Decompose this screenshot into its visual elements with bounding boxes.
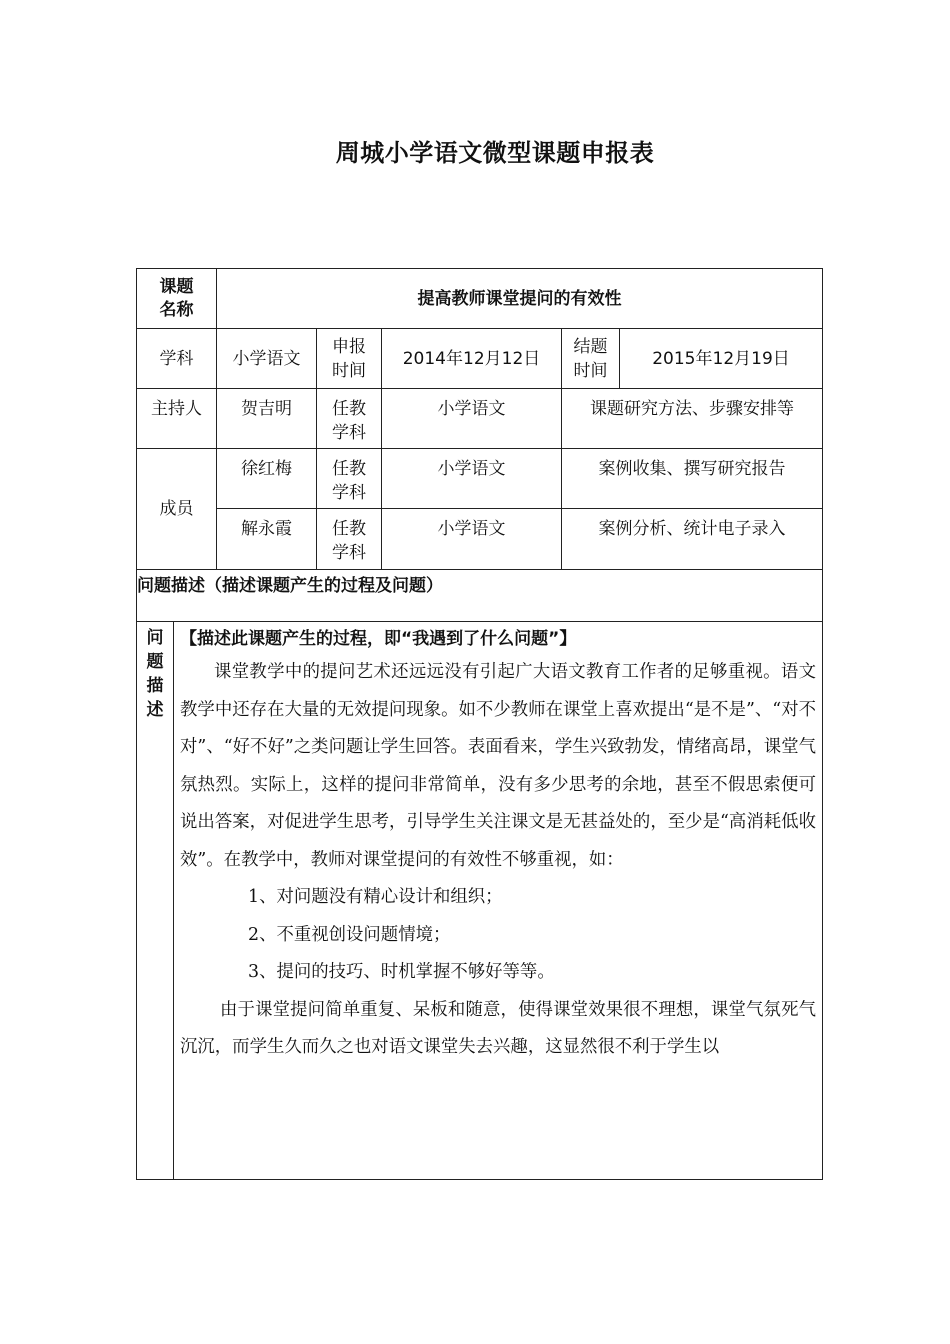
apply-date: 2014年12月12日 [382, 329, 562, 389]
page-title: 周城小学语文微型课题申报表 [335, 139, 655, 167]
problem-item: 3、提问的技巧、时机掌握不够好等等。 [248, 962, 555, 982]
problem-item: 1、对问题没有精心设计和组织； [248, 887, 503, 907]
host-name: 贺吉明 [217, 389, 317, 449]
member-subject: 小学语文 [382, 509, 562, 570]
problem-section-header: 问题描述（描述课题产生的过程及问题） [137, 570, 823, 622]
subject-value: 小学语文 [217, 329, 317, 389]
problem-paragraph-1: 课堂教学中的提问艺术还远远没有引起广大语文教育工作者的足够重视。语文教学中还存在大量的无效提问现象。如不少教师在课堂上喜欢提出“是不是”、“对不对”、“好不好”之类问题让学生回答。表面看来，学生兴致勃发，情绪高昂，课堂气氛热烈。实际上，这样的提问非常简单，没有多少思考的余地，甚至不假思索便可说出答案，对促进学生思考，引导学生关注课文是无甚益处的，至少是“高消耗低收效”。在教学中，教师对课堂提问的有效性不够重视，如： [180, 662, 816, 870]
problem-content [174, 622, 823, 1180]
member-name: 解永霞 [217, 509, 317, 570]
member-name: 徐红梅 [217, 449, 317, 509]
end-date: 2015年12月19日 [620, 329, 823, 389]
member-role-label: 任教学科 [317, 449, 382, 509]
members-label: 成员 [137, 449, 217, 570]
member-subject: 小学语文 [382, 449, 562, 509]
problem-item: 2、不重视创设问题情境； [248, 924, 451, 945]
problem-side-label [137, 622, 174, 1180]
subject-label: 学科 [137, 329, 217, 389]
application-table [136, 268, 823, 1180]
host-label: 主持人 [137, 389, 217, 449]
host-subject: 小学语文 [382, 389, 562, 449]
project-name-label: 课题名称 [137, 269, 217, 329]
member-role-label: 任教学科 [317, 509, 382, 570]
problem-paragraph-2: 由于课堂提问简单重复、呆板和随意，使得课堂效果很不理想，课堂气氛死气沉沉，而学生久而久之也对语文课堂失去兴趣，这显然很不利于学生以 [180, 999, 816, 1057]
member-task: 案例收集、撰写研究报告 [562, 449, 823, 509]
problem-side-label-text: 问题描述 [146, 628, 164, 720]
problem-heading: 【描述此课题产生的过程，即“我遇到了什么问题”】 [180, 629, 577, 649]
apply-time-label: 申报时间 [317, 329, 382, 389]
member-task: 案例分析、统计电子录入 [562, 509, 823, 570]
project-name-value: 提高教师课堂提问的有效性 [217, 269, 823, 329]
host-role-label: 任教学科 [317, 389, 382, 449]
host-task: 课题研究方法、步骤安排等 [562, 389, 823, 449]
end-time-label: 结题时间 [562, 329, 620, 389]
